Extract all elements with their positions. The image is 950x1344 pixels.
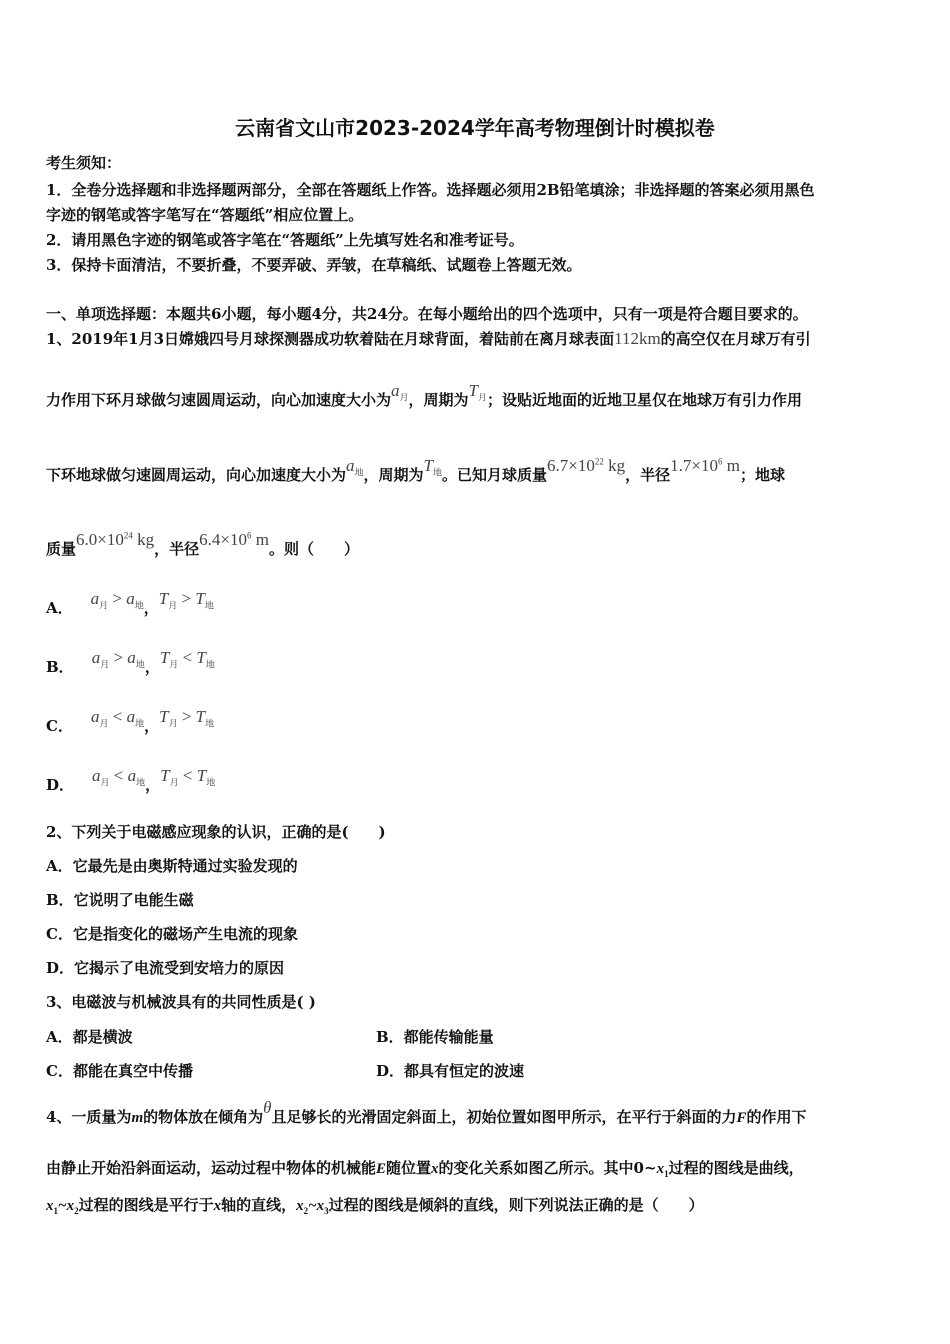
- page-title: 云南省文山市2023-2024学年高考物理倒计时模拟卷: [235, 116, 715, 140]
- option-formula: $a_月 < a_地$: [92, 766, 146, 788]
- q1-text: 。则（ ）: [268, 540, 359, 558]
- q4-line-3: [46, 1194, 704, 1216]
- option-label: B．: [46, 658, 74, 676]
- a-earth-symbol: $a_地$: [346, 456, 364, 478]
- q2-option-d[interactable]: D．它揭示了电流受到安培力的原因: [46, 959, 285, 977]
- T-moon-symbol: $T_月$: [468, 381, 488, 403]
- option-formula: $T_月 < T_地$: [160, 766, 216, 788]
- q1-option-d[interactable]: D． $a_月 < a_地$，$T_月 < T_地$: [46, 766, 216, 794]
- option-formula: $T_月 < T_地$: [159, 648, 215, 670]
- q4-text: 的变化关系如图乙所示。其中0~: [438, 1159, 657, 1177]
- q1-text: ，半径: [154, 540, 200, 558]
- notice-item-1-cont: 字迹的钢笔或答字笔写在“答题纸”相应位置上。: [46, 206, 364, 224]
- q4-text: 过程的图线是曲线，: [668, 1159, 804, 1177]
- q1-text: ；地球: [739, 466, 785, 484]
- q1-option-a[interactable]: A． $a_月 > a_地$，$T_月 > T_地$: [46, 589, 214, 617]
- q4-line-1: [46, 1098, 807, 1127]
- q3-stem: 3、电磁波与机械波具有的共同性质是( ): [46, 993, 316, 1011]
- q4-text: 轴的直线，: [221, 1196, 297, 1214]
- q4-text: 由静止开始沿斜面运动，运动过程中物体的机械能: [46, 1159, 377, 1177]
- q1-height: 112km: [614, 329, 661, 348]
- q4-text: 的作用下: [746, 1108, 807, 1126]
- x1-symbol: $x_1$: [656, 1161, 669, 1179]
- q1-line-2: [46, 381, 803, 412]
- q1-text: 下环地球做匀速圆周运动，向心加速度大小为: [46, 466, 347, 484]
- q1-text: ，半径: [625, 466, 671, 484]
- q1-text: ，周期为: [363, 466, 424, 484]
- section-heading: 一、单项选择题：本题共6小题，每小题4分，共24分。在每小题给出的四个选项中，只有一项是符合题目要求的。: [46, 305, 808, 323]
- x1-x2-range: $x_1\sim x_2$: [46, 1198, 79, 1216]
- q3-option-a[interactable]: A．都是横波: [46, 1028, 133, 1046]
- q3-option-b[interactable]: B．都能传输能量: [376, 1028, 494, 1046]
- q1-option-b[interactable]: B． $a_月 > a_地$，$T_月 < T_地$: [46, 648, 215, 676]
- moon-mass: $6.7\times 10^{22}$ kg: [547, 456, 626, 475]
- q1-line-3: [46, 456, 785, 487]
- notice-heading: 考生须知：: [46, 154, 122, 172]
- q3-option-c[interactable]: C．都能在真空中传播: [46, 1062, 193, 1080]
- force-symbol: F: [736, 1110, 747, 1126]
- option-label: D．: [46, 776, 75, 794]
- q1-text: ；设贴近地面的近地卫星仅在地球万有引力作用: [487, 391, 803, 409]
- x-symbol: x: [213, 1198, 222, 1214]
- q1-text: 的高空仅在月球万有引: [660, 330, 811, 348]
- earth-mass: $6.0\times 10^{24}$ kg: [76, 530, 155, 549]
- q4-text: 过程的图线是平行于: [78, 1196, 214, 1214]
- option-formula: $T_月 > T_地$: [159, 707, 215, 729]
- notice-item-1: 1．全卷分选择题和非选择题两部分，全部在答题纸上作答。选择题必须用2B铅笔填涂；非选择题的答案必须用黑色: [46, 181, 815, 199]
- q1-text: 质量: [46, 540, 77, 558]
- q4-text: 4、一质量为: [46, 1108, 132, 1126]
- q4-text: 过程的图线是倾斜的直线，则下列说法正确的是（ ）: [328, 1196, 704, 1214]
- notice-item-2: 2．请用黑色字迹的钢笔或答字笔在“答题纸”上先填写姓名和准考证号。: [46, 231, 524, 249]
- option-formula: $a_月 > a_地$: [91, 648, 145, 670]
- q1-option-c[interactable]: C． $a_月 < a_地$，$T_月 > T_地$: [46, 707, 215, 735]
- theta-symbol: θ: [263, 1098, 272, 1117]
- q4-text: 且足够长的光滑固定斜面上，初始位置如图甲所示，在平行于斜面的力: [271, 1108, 737, 1126]
- option-label: C．: [46, 717, 73, 735]
- q1-line-1: [46, 328, 811, 349]
- q2-option-a[interactable]: A．它最先是由奥斯特通过实验发现的: [46, 857, 298, 875]
- q1-text: 。已知月球质量: [442, 466, 548, 484]
- notice-item-3: 3．保持卡面清洁，不要折叠，不要弄破、弄皱，在草稿纸、试题卷上答题无效。: [46, 256, 582, 274]
- q1-text: ，周期为: [408, 391, 469, 409]
- q2-option-b[interactable]: B．它说明了电能生磁: [46, 891, 194, 909]
- x-symbol: x: [431, 1161, 439, 1177]
- q4-line-2: [46, 1157, 804, 1179]
- moon-radius: $1.7\times 10^6$ m: [670, 456, 740, 475]
- q4-text: 随位置: [386, 1159, 432, 1177]
- q1-line-4: [46, 530, 359, 559]
- q1-text: 力作用下环月球做匀速圆周运动，向心加速度大小为: [46, 391, 392, 409]
- x2-x3-range: $x_2\sim x_3$: [296, 1198, 329, 1216]
- q4-text: 的物体放在倾角为: [143, 1108, 264, 1126]
- option-label: A．: [46, 599, 73, 617]
- energy-symbol: E: [376, 1161, 387, 1177]
- option-formula: $T_月 > T_地$: [158, 589, 214, 611]
- q2-stem: 2、下列关于电磁感应现象的认识，正确的是( ): [46, 823, 386, 841]
- q1-text: 1、2019年1月3日嫦娥四号月球探测器成功软着陆在月球背面，着陆前在离月球表面: [46, 330, 615, 348]
- earth-radius: $6.4\times 10^6$ m: [199, 530, 269, 549]
- q3-option-d[interactable]: D．都具有恒定的波速: [376, 1062, 525, 1080]
- a-moon-symbol: $a_月$: [391, 381, 409, 403]
- option-formula: $a_月 < a_地$: [90, 707, 145, 729]
- T-earth-symbol: $T_地$: [423, 456, 443, 478]
- mass-symbol: m: [131, 1110, 144, 1126]
- option-formula: $a_月 > a_地$: [90, 589, 144, 611]
- q2-option-c[interactable]: C．它是指变化的磁场产生电流的现象: [46, 925, 298, 943]
